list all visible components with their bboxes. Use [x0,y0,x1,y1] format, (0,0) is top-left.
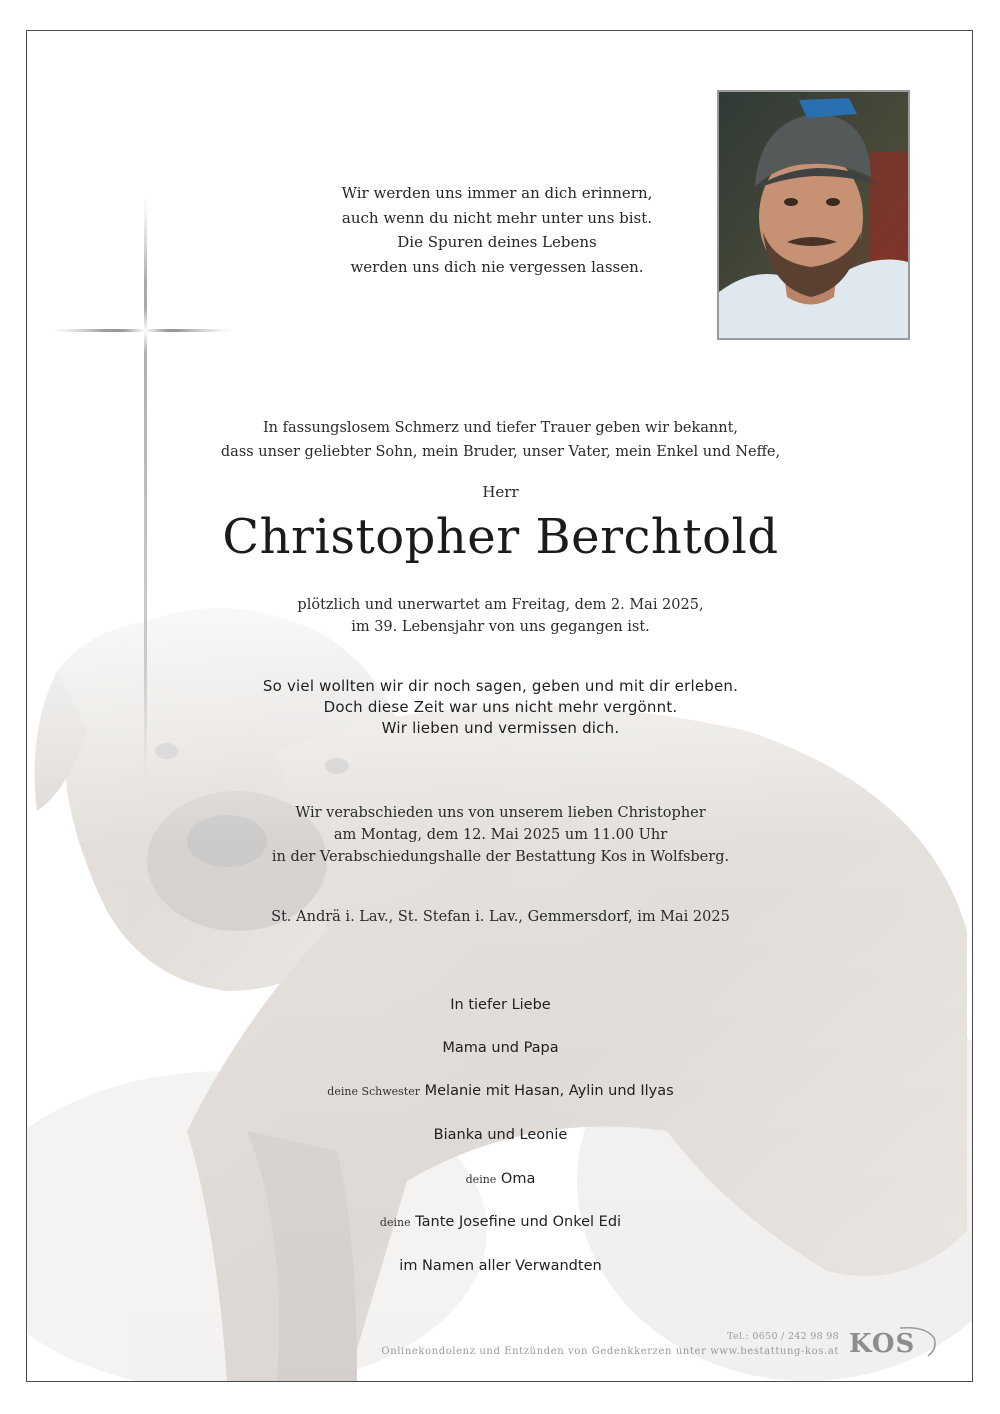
saying-line: Wir lieben und vermissen dich. [381,719,620,737]
farewell-details [27,802,973,868]
announcement-line: dass unser geliebter Sohn, mein Bruder, unser Vater, mein Enkel und Neffe, [220,444,781,460]
mourner-names: Tante Josefine und Onkel Edi [415,1214,622,1230]
deceased-name: Christopher Berchtold [222,509,779,565]
death-notice [27,594,973,638]
footer-online-condolence: Onlinekondolenz und Entzünden von Gedenkkerzen unter www.bestattung-kos.at [381,1346,839,1357]
mourner-line [27,1258,973,1274]
mourner-prefix: deine Schwester [327,1085,420,1098]
poem-line: auch wenn du nicht mehr unter uns bist. [341,208,653,227]
obituary-card [26,30,973,1382]
mourner-prefix: deine [465,1173,497,1186]
poem-line: Die Spuren deines Lebens [397,233,597,251]
mourner-line [27,1127,973,1143]
announcement-line: In fassungslosem Schmerz und tiefer Trauer geben wir bekannt, [262,420,739,436]
mourner-prefix: deine [379,1216,411,1229]
memorial-saying [27,676,973,739]
mourner-names: Oma [500,1171,536,1187]
footer-phone: Tel.: 0650 / 242 98 98 [727,1331,839,1342]
mourner-line [27,997,973,1013]
place-date: St. Andrä i. Lav., St. Stefan i. Lav., Gemmersdorf, im Mai 2025 [271,909,730,925]
saying-line: So viel wollten wir dir noch sagen, geben und mit dir erleben. [262,677,739,695]
kos-logo-text: KOS [849,1329,916,1359]
mourner-line [27,1214,973,1230]
mourner-names: In tiefer Liebe [450,997,551,1013]
mourner-names: Melanie mit Hasan, Aylin und Ilyas [424,1083,674,1099]
death-line: im 39. Lebensjahr von uns gegangen ist. [351,619,650,635]
mourner-line [27,1040,973,1056]
death-line: plötzlich und unerwartet am Freitag, dem 2. Mai 2025, [297,597,704,613]
mourner-names: Mama und Papa [442,1040,559,1056]
poem-line: werden uns dich nie vergessen lassen. [350,257,644,276]
saying-line: Doch diese Zeit war uns nicht mehr vergönnt. [323,698,678,716]
mourner-names: Bianka und Leonie [433,1127,568,1143]
announcement [27,416,973,464]
farewell-line: in der Verabschiedungshalle der Bestattung Kos in Wolfsberg. [271,849,730,865]
salutation: Herr [482,483,519,501]
poem [237,181,757,279]
farewell-line: Wir verabschieden uns von unserem lieben Christopher [295,805,706,821]
mourner-line [27,1083,973,1099]
poem-line: Wir werden uns immer an dich erinnern, [341,184,653,202]
mourner-line [27,1171,973,1187]
farewell-line: am Montag, dem 12. Mai 2025 um 11.00 Uhr [333,827,668,843]
mourner-names: im Namen aller Verwandten [399,1258,602,1274]
